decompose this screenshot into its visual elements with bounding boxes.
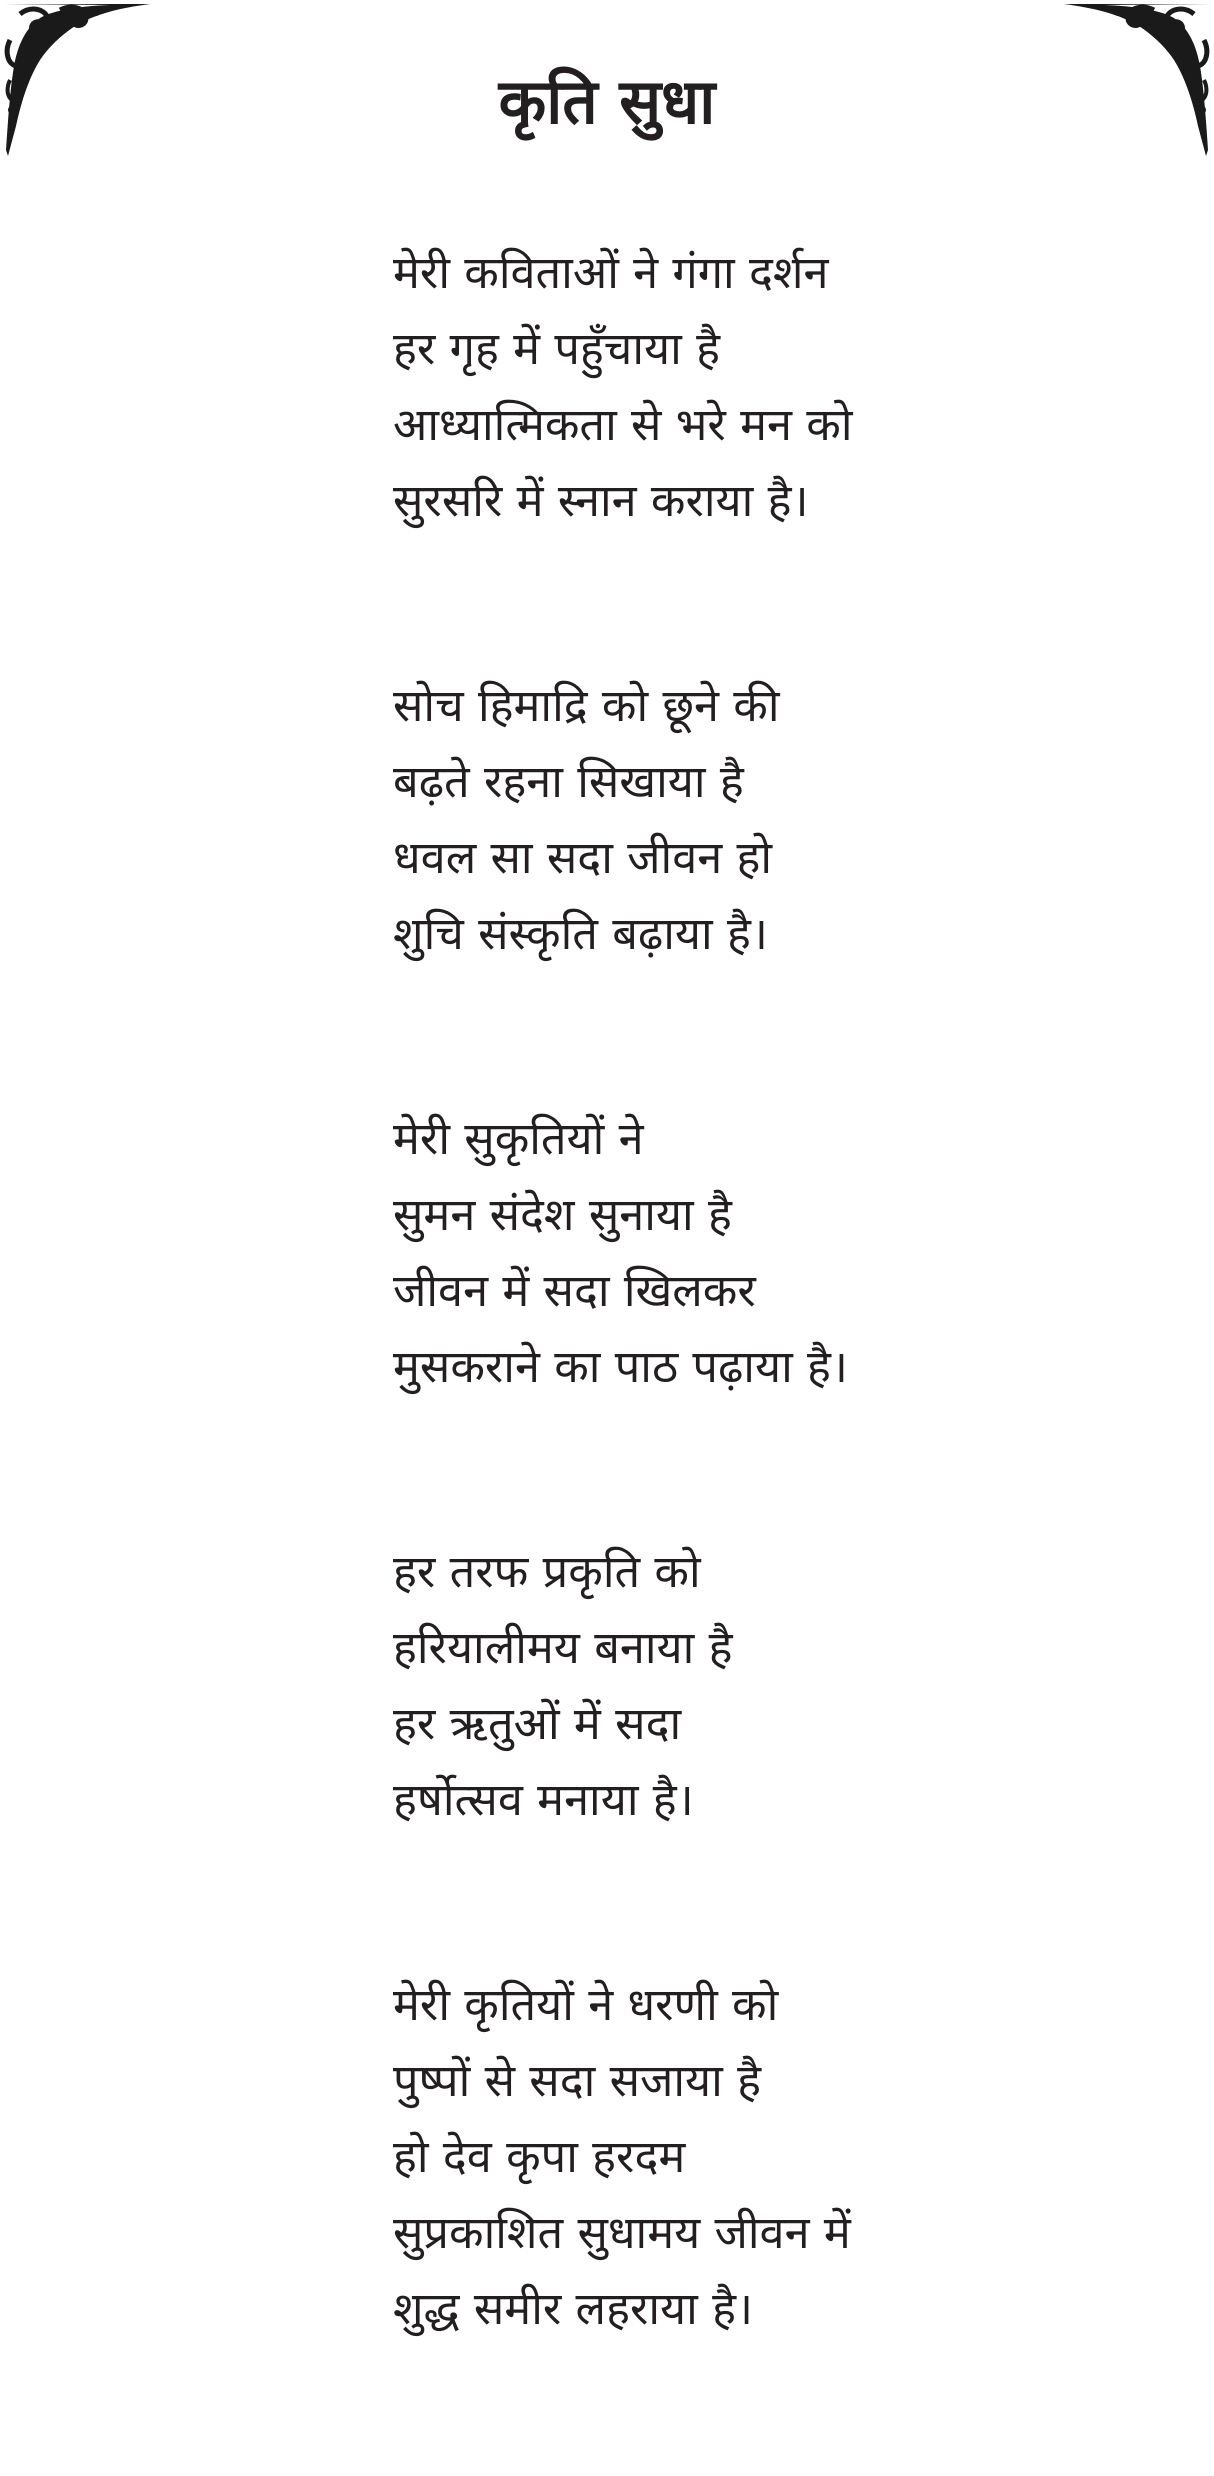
- poem-line: हर तरफ प्रकृति को: [393, 1545, 701, 1598]
- poem-line: सुमन संदेश सुनाया है: [393, 1188, 732, 1241]
- stanza-4: [393, 1534, 1153, 1838]
- poem-line: सुप्रकाशित सुधामय जीवन में: [393, 2206, 851, 2259]
- stanza-5: [393, 1967, 1153, 2347]
- poem-line: मेरी कविताओं ने गंगा दर्शन: [393, 246, 829, 299]
- poem-line: हर्षोत्सव मनाया है।: [393, 1773, 694, 1826]
- poem-line: आध्यात्मिकता से भरे मन को: [393, 398, 853, 451]
- poem-line: हो देव कृपा हरदम: [393, 2130, 686, 2183]
- poem-line: हर गृह में पहुँचाया है: [393, 322, 720, 375]
- poem-line: धवल सा सदा जीवन हो: [393, 831, 773, 884]
- stanza-2: [393, 668, 1153, 972]
- poem-line: सुरसरि में स्नान कराया है।: [393, 474, 809, 527]
- poem-line: शुद्ध समीर लहराया है।: [393, 2282, 754, 2335]
- poem-line: हरियालीमय बनाया है: [393, 1621, 733, 1674]
- poem-body: [393, 235, 1153, 2476]
- stanza-1: [393, 235, 1153, 539]
- poem-line: मेरी सुकृतियों ने: [393, 1112, 644, 1165]
- poem-line: पुष्पों से सदा सजाया है: [393, 2054, 761, 2107]
- poem-line: सोच हिमाद्रि को छूने की: [393, 679, 780, 732]
- poem-line: शुचि संस्कृति बढ़ाया है।: [393, 907, 768, 960]
- poem-line: जीवन में सदा खिलकर: [393, 1264, 756, 1317]
- stanza-3: [393, 1101, 1153, 1405]
- poem-line: हर ऋतुओं में सदा: [393, 1697, 682, 1750]
- poem-line: मेरी कृतियों ने धरणी को: [393, 1978, 779, 2031]
- poem-line: बढ़ते रहना सिखाया है: [393, 755, 744, 808]
- poem-line: मुसकराने का पाठ पढ़ाया है।: [393, 1340, 848, 1393]
- page-title: कृति सुधा: [498, 65, 716, 138]
